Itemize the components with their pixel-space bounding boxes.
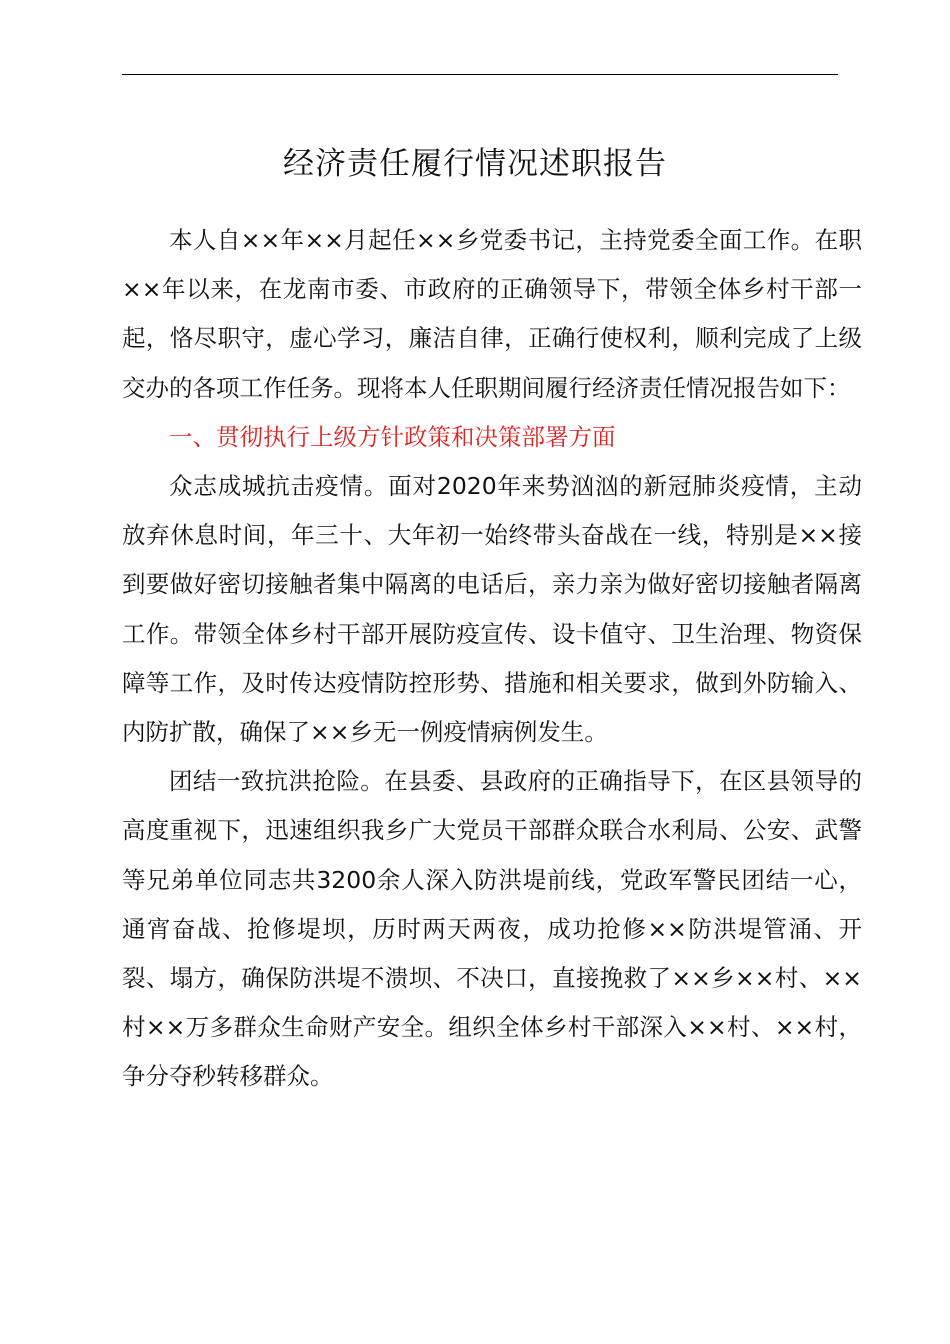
document-title: 经济责任履行情况述职报告 <box>283 146 667 182</box>
document-body <box>122 216 862 1102</box>
epidemic-paragraph: 众志成城抗击疫情。面对2020年来势汹汹的新冠肺炎疫情，主动放弃休息时间，年三十、大年初一始终带头奋战在一线，特别是××接到要做好密切接触者集中隔离的电话后，亲力亲为做好密切接触者隔离工作。带领全体乡村干部开展防疫宣传、设卡值守、卫生治理、物资保障等工作，及时传达疫情防控形势、措施和相关要求，做到外防输入、内防扩散，确保了××乡无一例疫情病例发生。 <box>122 472 862 747</box>
header-rule <box>122 74 838 75</box>
flood-paragraph: 团结一致抗洪抢险。在县委、县政府的正确指导下，在区县领导的高度重视下，迅速组织我乡广大党员干部群众联合水利局、公安、武警等兄弟单位同志共3200余人深入防洪堤前线，党政军警民团结一心，通宵奋战、抢修堤坝，历时两天两夜，成功抢修××防洪堤管涌、开裂、塌方，确保防洪堤不溃坝、不决口，直接挽救了××乡××村、××村××万多群众生命财产安全。组织全体乡村干部深入××村、××村，争分夺秒转移群众。 <box>122 767 862 1091</box>
intro-paragraph: 本人自××年××月起任××乡党委书记，主持党委全面工作。在职××年以来，在龙南市委、市政府的正确领导下，带领全体乡村干部一起，恪尽职守，虚心学习，廉洁自律，正确行使权利，顺利完成了上级交办的各项工作任务。现将本人任职期间履行经济责任情况报告如下： <box>122 226 862 402</box>
section-heading: 一、贯彻执行上级方针政策和决策部署方面 <box>169 422 616 451</box>
